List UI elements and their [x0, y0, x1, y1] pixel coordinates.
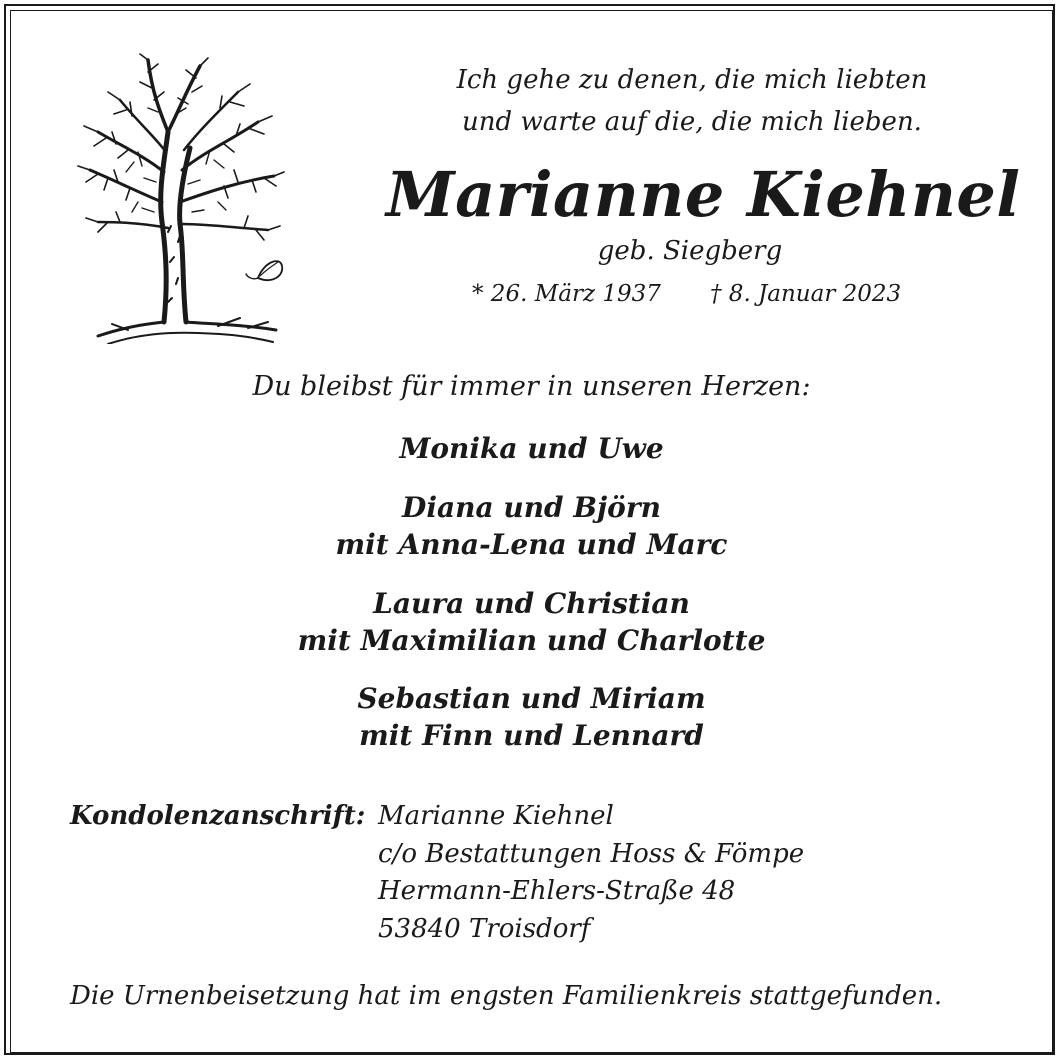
condolence-address-line: Marianne Kiehnel [378, 801, 614, 831]
mourner-group-3-children: mit Maximilian und Charlotte [297, 624, 766, 657]
deceased-name: Marianne Kiehnel [386, 158, 1021, 231]
condolence-address-line: c/o Bestattungen Hoss & Fömpe [378, 839, 805, 869]
mourner-group-2-children: mit Anna-Lena und Marc [335, 528, 728, 561]
birth-name: geb. Siegberg [597, 236, 783, 266]
mourner-group-1: Monika und Uwe [399, 432, 664, 465]
motto-line-2: und warte auf die, die mich lieben. [462, 107, 922, 137]
condolence-label: Kondolenzanschrift: [70, 801, 366, 831]
mourners-intro: Du bleibst für immer in unseren Herzen: [252, 371, 811, 402]
mourner-group-4-children: mit Finn und Lennard [359, 719, 704, 752]
mourner-group-4: Sebastian und Miriam [357, 682, 706, 715]
condolence-address-line: Hermann-Ehlers-Straße 48 [378, 876, 736, 906]
mourner-group-2: Diana und Björn [402, 491, 661, 524]
motto-line-1: Ich gehe zu denen, die mich liebten [456, 65, 928, 95]
mourner-group-3: Laura und Christian [373, 587, 690, 620]
burial-note: Die Urnenbeisetzung hat im engsten Familienkreis stattgefunden. [70, 981, 943, 1011]
tree-icon [68, 52, 288, 344]
death-date: † 8. Januar 2023 [710, 281, 902, 307]
birth-date: * 26. März 1937 [472, 281, 661, 307]
condolence-address-line: 53840 Troisdorf [378, 914, 591, 944]
